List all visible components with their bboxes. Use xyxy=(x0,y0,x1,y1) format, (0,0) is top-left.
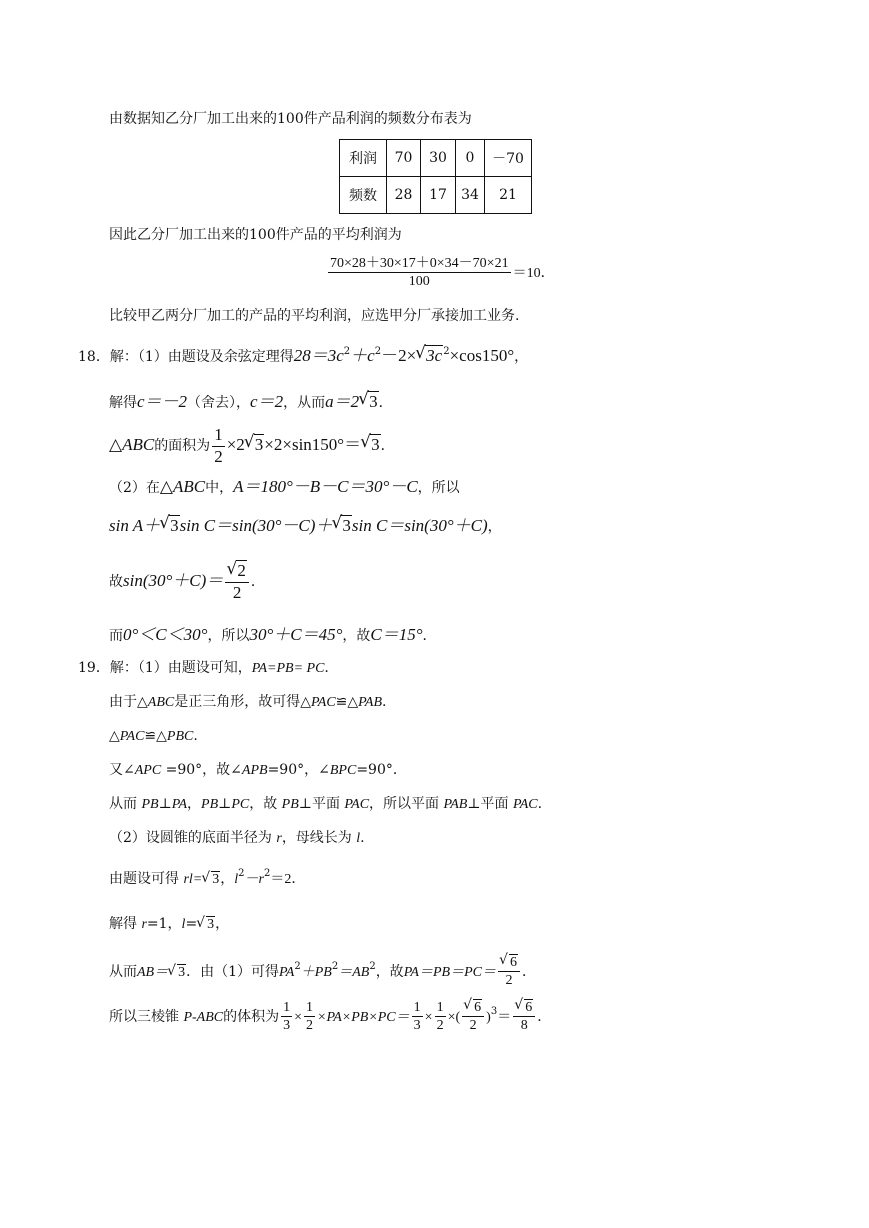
table-cell: 0 xyxy=(456,140,485,177)
sqrt: √ 6 xyxy=(500,955,518,970)
table-cell: 21 xyxy=(485,177,532,214)
sqrt: √ 3 xyxy=(197,918,215,932)
p17-avg-formula: $\frac{70\times 28+30\times 17+0\times 34-70\times 21}{100}$ ＝10． xyxy=(330,256,555,290)
fraction: $\frac{1}{2}$ xyxy=(306,1000,314,1034)
fraction: √ $\frac{6}{8}$ xyxy=(513,1000,535,1034)
table-row xyxy=(340,177,532,214)
sqrt: √ 3 xyxy=(202,873,220,887)
p19-line4: 又∠APC =90°，故∠APB=90°，∠BPC=90°． xyxy=(109,762,407,778)
fraction: √ $\frac{6}{2}$ xyxy=(498,955,520,989)
p19-line3: △PAC≌△PBC. xyxy=(109,728,198,744)
p17-avg-intro: 因此乙分厂加工出来的100件产品的平均利润为 xyxy=(109,227,402,243)
p18-eq1: 18．解：（1）由题设及余弦定理得$28=3c^2+c^2-2\times√$ $3c^2\times\cos 150^\circ$， xyxy=(78,347,528,364)
p19-line10: 所以三棱锥 P-ABC的体积为 $\frac{1}{3}$ × $\frac{1}{2}$ ×PA×PB×PC＝ $\frac{1}{3}$ × $\frac{1}{2}$ ×( √ $\frac{6}{2}$ )$^3$＝ √ $\frac{6}{8}$ ． xyxy=(109,1000,551,1034)
fraction: $\frac{1}{3}$ xyxy=(413,1000,421,1034)
fraction: $\frac{1}{2}$ xyxy=(436,1000,444,1034)
p19-line1: 19．解：（1）由题设可知，PA=PB= PC. xyxy=(78,660,329,676)
sqrt: √ 3 xyxy=(359,393,379,410)
sqrt: √ 3 xyxy=(245,436,265,453)
p17-conclusion: 比较甲乙两分厂加工的产品的平均利润，应选甲分厂承接加工业务. xyxy=(109,308,520,324)
table-cell: 28 xyxy=(387,177,421,214)
p19-line9: 从而AB＝√ 3．由（1）可得$PA^2+PB^2=AB^2$，故PA＝PB＝PC＝ √ $\frac{6}{2}$ ． xyxy=(109,955,536,989)
p18-eq2: sin A＋√ 3sin C＝sin(30°－C)＋√ 3sin C＝sin(30°＋C)， xyxy=(109,517,502,534)
table-cell: 17 xyxy=(421,177,456,214)
sqrt: √ 3 xyxy=(332,517,352,534)
table-cell: 34 xyxy=(456,177,485,214)
fraction: √ $\frac{2}{2}$ xyxy=(225,562,249,602)
p19-line6: （2）设圆锥的底面半径为 r，母线长为 l. xyxy=(109,830,365,846)
sqrt: √ 3 xyxy=(160,517,180,534)
p18-final: 而0°＜C＜30°，所以30°＋C＝45°，故C＝15°． xyxy=(109,625,437,644)
fraction: $\frac{70\times 28+30\times 17+0\times 34-70\times 21}{100}$ xyxy=(330,256,509,290)
p18-part2: （2）在△ABC中，A＝180°－B－C＝30°－C，所以 xyxy=(109,477,460,496)
table-cell: 70 xyxy=(387,140,421,177)
sqrt: √ 3 xyxy=(168,966,186,980)
table-row xyxy=(340,140,532,177)
p19-line7: 由题设可得 rl=√ 3，$l^2-r^2=2$． xyxy=(109,872,305,887)
sqrt: √ 3c xyxy=(416,347,443,364)
p19-line5: 从而 PB⊥PA，PB⊥PC，故 PB⊥平面 PAC，所以平面 PAB⊥平面 PAC. xyxy=(109,796,543,812)
sqrt: √ 2 xyxy=(227,562,247,581)
fraction: $\frac{1}{3}$ xyxy=(283,1000,291,1034)
table-cell: 频数 xyxy=(340,177,387,214)
sqrt: √ 6 xyxy=(515,1000,533,1015)
sqrt: √ 3 xyxy=(361,436,381,453)
p18-eq3: 故sin(30°＋C)＝ √ $\frac{2}{2}$ ． xyxy=(109,562,265,602)
table-cell: 30 xyxy=(421,140,456,177)
table-cell: －70 xyxy=(485,140,532,177)
p18-area: △ABC的面积为 $\frac{1}{2}$ ×2√ 3×2×sin150°＝√ 3． xyxy=(109,426,395,466)
p17-intro: 由数据知乙分厂加工出来的100件产品利润的频数分布表为 xyxy=(109,111,472,127)
frequency-table xyxy=(339,139,532,214)
sqrt: √ 6 xyxy=(464,1000,482,1015)
fraction: √ $\frac{6}{2}$ xyxy=(462,1000,484,1034)
p18-solution: 解得c＝－2（舍去），c＝2，从而a＝2√ 3． xyxy=(109,393,393,410)
p19-line2: 由于△ABC是正三角形，故可得△PAC≌△PAB. xyxy=(109,694,387,710)
fraction: $\frac{1}{2}$ xyxy=(214,425,223,466)
table-cell: 利润 xyxy=(340,140,387,177)
p19-line8: 解得 r=1，l=√ 3， xyxy=(109,917,229,932)
